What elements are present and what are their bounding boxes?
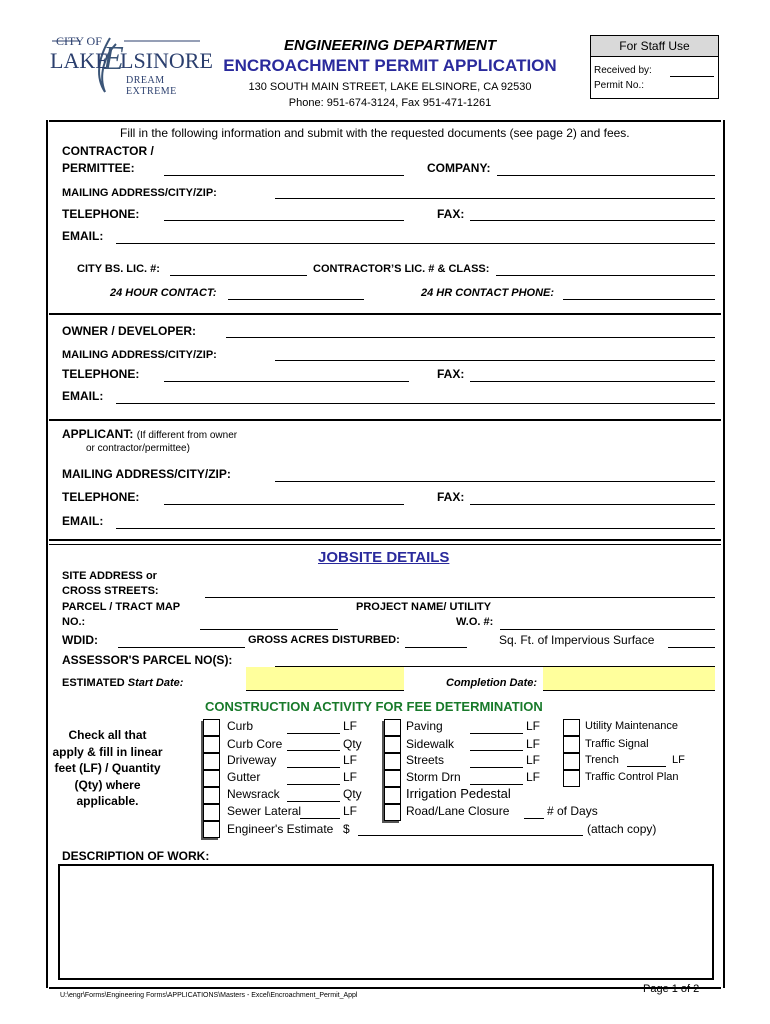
- contractor-fax-input[interactable]: [470, 220, 715, 221]
- check-note: [52, 727, 163, 810]
- site-address-input[interactable]: [205, 597, 715, 598]
- city-logo: [50, 30, 213, 100]
- footer-path: U:\engr\Forms\Engineering Forms\APPLICATIONS\Masters - Excel\Encroachment_Permit_Appl: [60, 992, 358, 999]
- engineers-estimate-unit: $: [343, 822, 350, 836]
- engineers-estimate-input[interactable]: [358, 835, 583, 836]
- project-input[interactable]: [500, 629, 715, 630]
- site-address-label-1: SITE ADDRESS or: [62, 570, 157, 582]
- sqft-label: Sq. Ft. of Impervious Surface: [499, 633, 655, 647]
- curb-core-label: Curb Core: [227, 737, 283, 751]
- applicant-label: APPLICANT:: [62, 427, 134, 441]
- department-address: 130 SOUTH MAIN STREET, LAKE ELSINORE, CA 92530: [248, 81, 532, 93]
- applicant-telephone-label: TELEPHONE:: [62, 490, 140, 504]
- department-phone: Phone: 951-674-3124, Fax 951-471-1261: [288, 97, 492, 109]
- sewer-lateral-label: Sewer Lateral: [227, 804, 302, 818]
- traffic-control-plan-label: Traffic Control Plan: [585, 771, 679, 783]
- start-date-input[interactable]: [246, 667, 404, 691]
- attach-copy-note: (attach copy): [587, 822, 657, 836]
- assessor-label: ASSESSOR'S PARCEL NO(S):: [62, 653, 233, 667]
- paving-unit: LF: [526, 719, 541, 733]
- gutter-label: Gutter: [227, 770, 261, 784]
- sewer-lateral-unit: LF: [343, 804, 358, 818]
- streets-checkbox[interactable]: [384, 753, 401, 770]
- description-label: DESCRIPTION OF WORK:: [62, 849, 210, 863]
- storm-drn-input[interactable]: [470, 784, 523, 785]
- permit-no-label: Permit No.:: [594, 80, 645, 91]
- streets-unit: LF: [526, 753, 541, 767]
- owner-telephone-input[interactable]: [164, 381, 409, 382]
- contractor-email-label: EMAIL:: [62, 229, 104, 243]
- gross-acres-input[interactable]: [405, 647, 467, 648]
- contractor-mailing-input[interactable]: [275, 198, 715, 199]
- phone-24-input[interactable]: [563, 299, 715, 300]
- driveway-unit: LF: [343, 753, 358, 767]
- logo-tagline: DREAM EXTREME: [126, 75, 177, 97]
- contractor-lic-label: CONTRACTOR’S LIC. # & CLASS:: [313, 263, 490, 275]
- curb-input[interactable]: [287, 733, 340, 734]
- contractor-telephone-label: TELEPHONE:: [62, 207, 140, 221]
- logo-city-of: CITY OF: [56, 34, 102, 48]
- gutter-checkbox[interactable]: [203, 770, 220, 787]
- contact-24-input[interactable]: [228, 299, 364, 300]
- owner-input[interactable]: [226, 337, 715, 338]
- traffic-signal-checkbox[interactable]: [563, 736, 580, 753]
- road-lane-closure-input[interactable]: [524, 818, 544, 819]
- parcel-label-2: NO.:: [62, 616, 86, 628]
- gutter-unit: LF: [343, 770, 358, 784]
- newsrack-unit: Qty: [343, 787, 362, 801]
- contractor-lic-input[interactable]: [496, 275, 715, 276]
- logo-e: E: [103, 40, 124, 77]
- storm-drn-label: Storm Drn: [406, 770, 461, 784]
- applicant-note-2: or contractor/permittee): [86, 443, 190, 454]
- check-note-line-5: applicable.: [76, 794, 139, 808]
- driveway-input[interactable]: [287, 767, 340, 768]
- engineers-estimate-checkbox[interactable]: [203, 821, 220, 838]
- road-lane-closure-checkbox[interactable]: [384, 804, 401, 821]
- newsrack-input[interactable]: [287, 801, 340, 802]
- company-input[interactable]: [497, 175, 715, 176]
- applicant-mailing-input[interactable]: [275, 481, 715, 482]
- check-note-line-3: feet (LF) / Quantity: [54, 761, 161, 775]
- road-lane-closure-label: Road/Lane Closure: [406, 804, 510, 818]
- divider-owner: [49, 419, 721, 421]
- streets-label: Streets: [406, 753, 445, 767]
- jobsite-title: JOBSITE DETAILS: [318, 549, 450, 566]
- contractor-label-1: CONTRACTOR /: [62, 144, 154, 158]
- owner-email-input[interactable]: [116, 403, 715, 404]
- site-address-label-2: CROSS STREETS:: [62, 585, 159, 597]
- owner-email-label: EMAIL:: [62, 389, 104, 403]
- sidewalk-checkbox[interactable]: [384, 736, 401, 753]
- description-textarea[interactable]: [58, 864, 714, 980]
- storm-drn-checkbox[interactable]: [384, 770, 401, 787]
- logo-lsinore: LSINORE: [120, 48, 213, 73]
- trench-input[interactable]: [627, 766, 666, 767]
- owner-fax-label: FAX:: [437, 367, 465, 381]
- curb-core-input[interactable]: [287, 750, 340, 751]
- completion-date-label: Completion Date:: [446, 677, 538, 689]
- engineers-estimate-label: Engineer's Estimate: [227, 822, 334, 836]
- gutter-input[interactable]: [287, 784, 340, 785]
- applicant-note-1: (If different from owner: [136, 430, 238, 441]
- newsrack-label: Newsrack: [227, 787, 280, 801]
- irrigation-pedestal-checkbox[interactable]: [384, 787, 401, 804]
- phone-24-label: 24 HR CONTACT PHONE:: [421, 287, 555, 299]
- curb-unit: LF: [343, 719, 358, 733]
- curb-core-unit: Qty: [343, 737, 362, 751]
- city-bs-lic-input[interactable]: [170, 275, 307, 276]
- driveway-label: Driveway: [227, 753, 277, 767]
- company-label: COMPANY:: [427, 161, 491, 175]
- contractor-input[interactable]: [164, 175, 404, 176]
- department-title: ENGINEERING DEPARTMENT: [284, 37, 496, 54]
- start-date-label-text: ESTIMATED: [62, 677, 128, 689]
- sewer-lateral-input[interactable]: [300, 818, 340, 819]
- received-by-label: Received by:: [594, 65, 652, 76]
- road-lane-closure-unit: # of Days: [547, 804, 598, 818]
- applicant-email-label: EMAIL:: [62, 514, 104, 528]
- applicant-mailing-label: MAILING ADDRESS/CITY/ZIP:: [62, 467, 231, 481]
- owner-mailing-input[interactable]: [275, 360, 715, 361]
- logo-lake: LAKE: [50, 48, 109, 73]
- utility-maintenance-label: Utility Maintenance: [585, 720, 678, 732]
- contact-24-label: 24 HOUR CONTACT:: [110, 287, 217, 299]
- paving-label: Paving: [406, 719, 443, 733]
- instructions-text: Fill in the following information and submit with the requested documents (see page 2) and fees.: [120, 126, 630, 140]
- divider-contractor: [49, 313, 721, 315]
- start-date-label: [62, 677, 183, 689]
- traffic-signal-label: Traffic Signal: [585, 738, 649, 750]
- parcel-input[interactable]: [200, 629, 338, 630]
- sidewalk-input[interactable]: [470, 750, 523, 751]
- project-label-2: W.O. #:: [456, 616, 494, 628]
- divider-bottom: [49, 987, 721, 989]
- sqft-input[interactable]: [668, 647, 715, 648]
- applicant-fax-input[interactable]: [470, 504, 715, 505]
- newsrack-checkbox[interactable]: [203, 787, 220, 804]
- completion-date-input[interactable]: [543, 667, 715, 691]
- contractor-label-2: PERMITTEE:: [62, 161, 135, 175]
- streets-input[interactable]: [470, 767, 523, 768]
- wdid-label: WDID:: [62, 633, 98, 647]
- utility-maintenance-checkbox[interactable]: [563, 719, 580, 736]
- page-number: Page 1 of 2: [643, 983, 700, 995]
- received-by-input[interactable]: [670, 76, 714, 77]
- divider-applicant-1: [49, 539, 721, 541]
- curb-core-checkbox[interactable]: [203, 736, 220, 753]
- irrigation-pedestal-label: Irrigation Pedestal: [406, 786, 511, 801]
- contractor-fax-label: FAX:: [437, 207, 465, 221]
- applicant-heading: [62, 427, 237, 441]
- paving-checkbox[interactable]: [384, 719, 401, 736]
- sewer-lateral-checkbox[interactable]: [203, 804, 220, 821]
- owner-label: OWNER / DEVELOPER:: [62, 324, 197, 338]
- owner-mailing-label: MAILING ADDRESS/CITY/ZIP:: [62, 349, 217, 361]
- sidewalk-label: Sidewalk: [406, 737, 455, 751]
- contractor-mailing-label: MAILING ADDRESS/CITY/ZIP:: [62, 187, 217, 199]
- parcel-label-1: PARCEL / TRACT MAP: [62, 601, 181, 613]
- sidewalk-unit: LF: [526, 737, 541, 751]
- contractor-telephone-input[interactable]: [164, 220, 404, 221]
- city-bs-lic-label: CITY BS. LIC. #:: [77, 263, 160, 275]
- applicant-email-input[interactable]: [116, 528, 715, 529]
- driveway-checkbox[interactable]: [203, 753, 220, 770]
- traffic-control-plan-checkbox[interactable]: [563, 770, 580, 787]
- trench-label: Trench: [585, 754, 619, 766]
- trench-unit: LF: [672, 754, 685, 766]
- curb-label: Curb: [227, 719, 254, 733]
- owner-telephone-label: TELEPHONE:: [62, 367, 140, 381]
- applicant-fax-label: FAX:: [437, 490, 465, 504]
- owner-fax-input[interactable]: [470, 381, 715, 382]
- curb-checkbox[interactable]: [203, 719, 220, 736]
- check-note-line-2: apply & fill in linear: [52, 744, 163, 759]
- divider-applicant-2: [49, 544, 721, 545]
- storm-drn-unit: LF: [526, 770, 541, 784]
- activity-title: CONSTRUCTION ACTIVITY FOR FEE DETERMINATION: [205, 699, 543, 714]
- check-note-line-4: (Qty) where: [74, 777, 141, 792]
- staff-use-title: For Staff Use: [591, 36, 718, 57]
- applicant-telephone-input[interactable]: [164, 504, 404, 505]
- trench-checkbox[interactable]: [563, 753, 580, 770]
- contractor-email-input[interactable]: [116, 243, 715, 244]
- start-date-label-italic: Start Date:: [127, 677, 184, 689]
- project-label-1: PROJECT NAME/ UTILITY: [356, 601, 492, 613]
- check-note-line-1: Check all that: [68, 728, 147, 742]
- gross-acres-label: GROSS ACRES DISTURBED:: [248, 634, 400, 646]
- form-title: ENCROACHMENT PERMIT APPLICATION: [223, 56, 557, 75]
- wdid-input[interactable]: [118, 647, 245, 648]
- paving-input[interactable]: [470, 733, 523, 734]
